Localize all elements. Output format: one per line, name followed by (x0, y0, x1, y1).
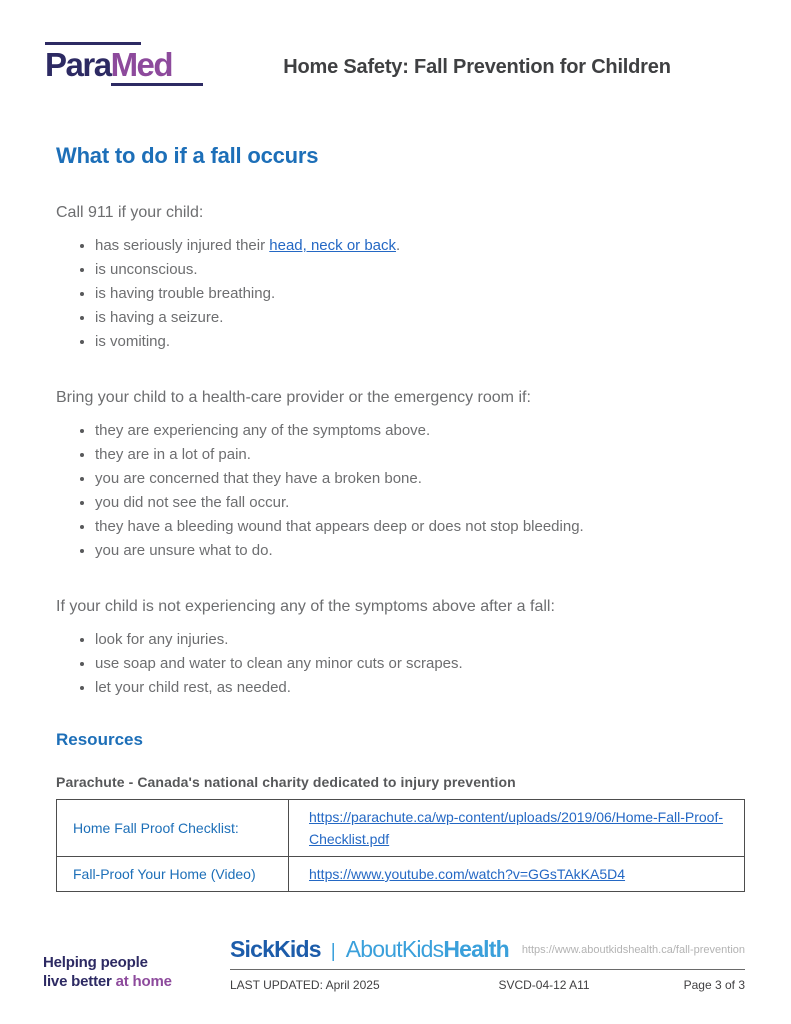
bullet-list-call-911 (56, 234, 745, 354)
brand-row (230, 936, 745, 963)
tagline-line1: Helping people (43, 954, 148, 971)
logo-bottom-rule (111, 83, 203, 86)
document-code: SVCD-04-12 A11 (498, 978, 590, 992)
brand-separator: | (330, 941, 336, 962)
sickkids-logo-kids: Kids (274, 936, 321, 962)
main-content (0, 142, 791, 892)
akh-logo-kids: Kids (401, 936, 444, 962)
sickkids-logo-sick: Sick (230, 936, 275, 962)
akh-logo-health: Health (443, 936, 509, 962)
resource-link-checklist[interactable]: https://parachute.ca/wp-content/uploads/2019/06/Home-Fall-Proof-Checklist.pdf (309, 809, 724, 847)
bullet-text: is having trouble breathing. (95, 285, 276, 302)
bullet-text: is having a seizure. (95, 309, 224, 326)
footer-right (230, 936, 745, 992)
paramed-tagline (43, 936, 230, 992)
resources-table-caption: Parachute - Canada's national charity dedicated to injury prevention (56, 774, 516, 790)
page-title: Home Safety: Fall Prevention for Children (283, 56, 671, 78)
resources-heading: Resources (56, 730, 143, 749)
bullet-text: . (396, 237, 401, 254)
list-item (95, 515, 745, 539)
table-row (57, 800, 745, 857)
list-item (95, 676, 745, 700)
section-heading: What to do if a fall occurs (56, 143, 319, 168)
footer-meta-row (230, 978, 745, 992)
bullet-text: you did not see the fall occur. (95, 494, 290, 511)
list-item (95, 330, 745, 354)
bullet-text: is unconscious. (95, 261, 198, 278)
list-item (95, 306, 745, 330)
list-item (95, 652, 745, 676)
page-number: Page 3 of 3 (683, 978, 745, 992)
bullet-text: you are concerned that they have a broken bone. (95, 470, 422, 487)
logo-wordmark (45, 47, 203, 83)
tagline-line2: live better (43, 973, 116, 990)
sickkids-logo (230, 936, 321, 963)
list-item (95, 419, 745, 443)
logo-wordmark-med: Med (110, 46, 173, 83)
last-updated-label: LAST UPDATED: April 2025 (230, 978, 380, 992)
logo-wordmark-para: Para (45, 46, 111, 83)
bullet-text: they have a bleeding wound that appears deep or does not stop bleeding. (95, 518, 584, 535)
list-item (95, 539, 745, 563)
list-item (95, 282, 745, 306)
bullet-text: let your child rest, as needed. (95, 679, 291, 696)
list-item (95, 628, 745, 652)
tagline-accent: at home (115, 973, 172, 990)
bullet-text: use soap and water to clean any minor cuts or scrapes. (95, 655, 463, 672)
group-intro-no-symptoms: If your child is not experiencing any of the symptoms above after a fall: (56, 598, 555, 615)
list-item (95, 443, 745, 467)
aboutkidshealth-logo (346, 936, 509, 963)
paramed-logo (45, 42, 203, 86)
bullet-text: look for any injuries. (95, 631, 229, 648)
bullet-text: they are in a lot of pain. (95, 446, 251, 463)
list-item (95, 234, 745, 258)
group-intro-health-care-provider: Bring your child to a health-care provider or the emergency room if: (56, 389, 531, 406)
page-footer (0, 936, 791, 992)
list-item (95, 491, 745, 515)
resource-label-checklist: Home Fall Proof Checklist: (57, 800, 289, 857)
list-item (95, 258, 745, 282)
bullet-text: you are unsure what to do. (95, 542, 273, 559)
resource-link-video[interactable]: https://www.youtube.com/watch?v=GGsTAkKA5D4 (309, 866, 626, 882)
list-item (95, 467, 745, 491)
logo-top-rule (45, 42, 141, 45)
bullet-list-health-care-provider (56, 419, 745, 563)
bullet-list-no-symptoms (56, 628, 745, 700)
bullet-text: they are experiencing any of the symptoms above. (95, 422, 431, 439)
table-row (57, 857, 745, 892)
bullet-text: is vomiting. (95, 333, 171, 350)
page-header (0, 0, 791, 86)
group-intro-call-911: Call 911 if your child: (56, 204, 204, 221)
inline-link[interactable]: head, neck or back (269, 237, 397, 254)
akh-logo-about: About (345, 936, 402, 962)
bullet-text: has seriously injured their (95, 237, 270, 254)
footer-divider (230, 969, 745, 970)
resource-label-video: Fall-Proof Your Home (Video) (57, 857, 289, 892)
resource-url-cell (289, 857, 745, 892)
footer-url: https://www.aboutkidshealth.ca/fall-prevention (521, 943, 745, 956)
resources-table (56, 799, 745, 892)
resource-url-cell (289, 800, 745, 857)
